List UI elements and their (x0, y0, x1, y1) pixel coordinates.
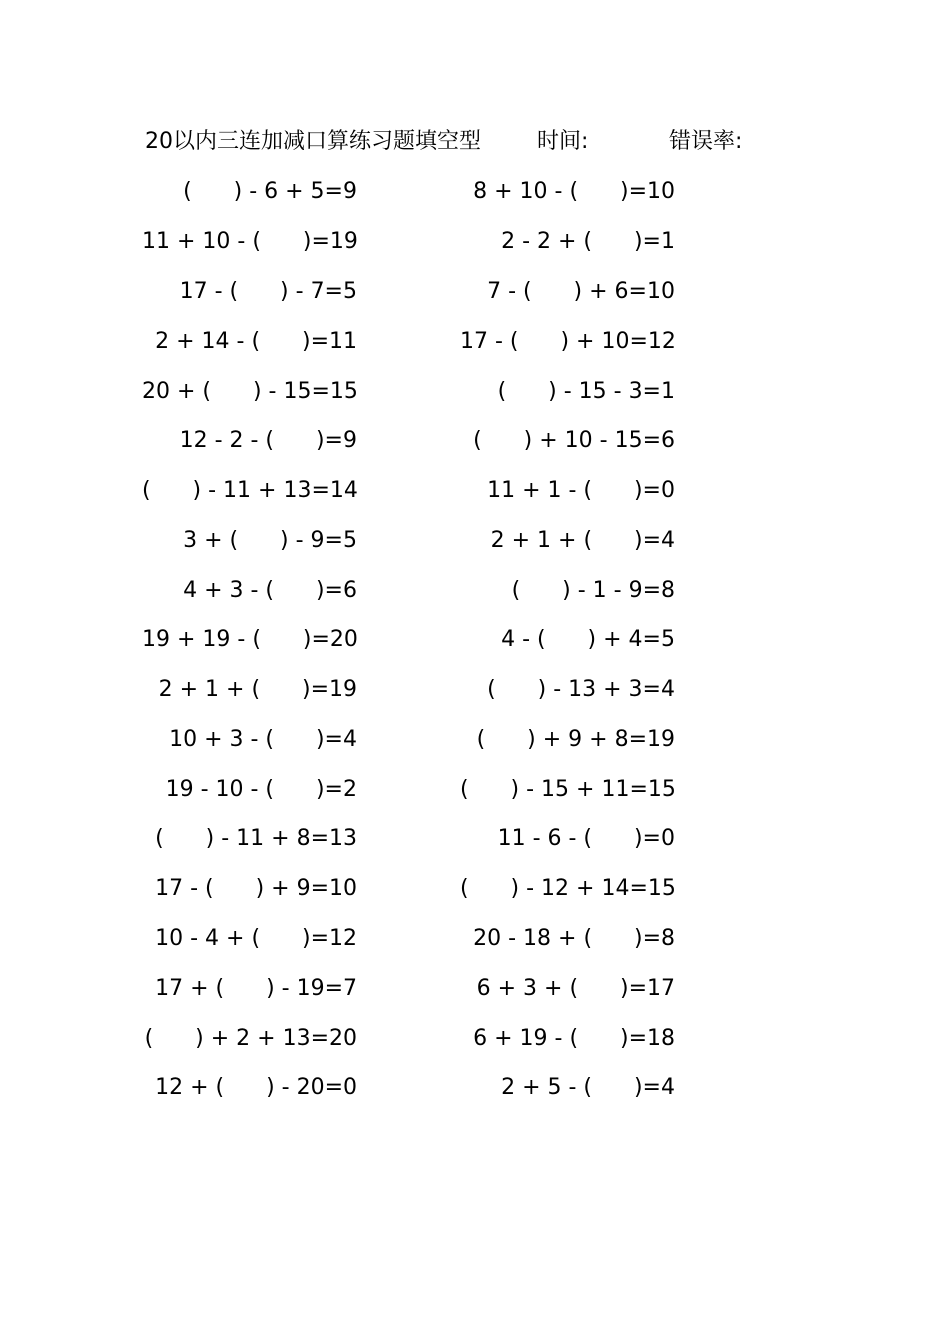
time-label: 时间: (537, 129, 589, 154)
problem-left-9: 4 + 3 - ( )=6 (183, 578, 357, 603)
problem-left-19: 12 + ( ) - 20=0 (155, 1075, 357, 1100)
problem-right-7: 11 + 1 - ( )=0 (487, 478, 675, 503)
problem-right-17: 6 + 3 + ( )=17 (476, 976, 675, 1001)
problem-right-6: ( ) + 10 - 15=6 (473, 428, 675, 453)
problem-right-13: ( ) - 15 + 11=15 (460, 777, 676, 802)
problem-left-5: 20 + ( ) - 15=15 (142, 379, 358, 404)
problem-right-4: 17 - ( ) + 10=12 (460, 329, 676, 354)
problem-right-14: 11 - 6 - ( )=0 (497, 826, 675, 851)
problem-right-11: ( ) - 13 + 3=4 (487, 677, 675, 702)
problem-left-6: 12 - 2 - ( )=9 (179, 428, 357, 453)
problem-left-12: 10 + 3 - ( )=4 (169, 727, 357, 752)
problem-left-7: ( ) - 11 + 13=14 (142, 478, 358, 503)
problem-right-18: 6 + 19 - ( )=18 (473, 1026, 675, 1051)
problem-left-8: 3 + ( ) - 9=5 (183, 528, 357, 553)
problem-left-13: 19 - 10 - ( )=2 (165, 777, 357, 802)
problem-right-16: 20 - 18 + ( )=8 (473, 926, 675, 951)
problem-right-8: 2 + 1 + ( )=4 (490, 528, 675, 553)
problem-right-5: ( ) - 15 - 3=1 (497, 379, 675, 404)
problem-right-12: ( ) + 9 + 8=19 (476, 727, 675, 752)
problem-left-11: 2 + 1 + ( )=19 (158, 677, 357, 702)
problem-left-14: ( ) - 11 + 8=13 (155, 826, 357, 851)
problem-right-10: 4 - ( ) + 4=5 (501, 627, 675, 652)
problem-right-2: 2 - 2 + ( )=1 (501, 229, 675, 254)
problem-right-9: ( ) - 1 - 9=8 (511, 578, 675, 603)
problem-left-18: ( ) + 2 + 13=20 (144, 1026, 357, 1051)
problem-right-1: 8 + 10 - ( )=10 (473, 179, 675, 204)
problem-right-19: 2 + 5 - ( )=4 (501, 1075, 675, 1100)
problem-left-1: ( ) - 6 + 5=9 (183, 179, 357, 204)
problem-left-3: 17 - ( ) - 7=5 (179, 279, 357, 304)
problem-left-4: 2 + 14 - ( )=11 (155, 329, 357, 354)
problem-left-10: 19 + 19 - ( )=20 (142, 627, 358, 652)
problem-left-2: 11 + 10 - ( )=19 (142, 229, 358, 254)
problem-right-3: 7 - ( ) + 6=10 (487, 279, 675, 304)
problem-left-17: 17 + ( ) - 19=7 (155, 976, 357, 1001)
error-rate-label: 错误率: (669, 129, 743, 154)
problem-left-15: 17 - ( ) + 9=10 (155, 876, 357, 901)
header (145, 126, 785, 158)
page-title: 20以内三连加减口算练习题填空型 (145, 129, 481, 154)
problem-right-15: ( ) - 12 + 14=15 (460, 876, 676, 901)
problem-left-16: 10 - 4 + ( )=12 (155, 926, 357, 951)
